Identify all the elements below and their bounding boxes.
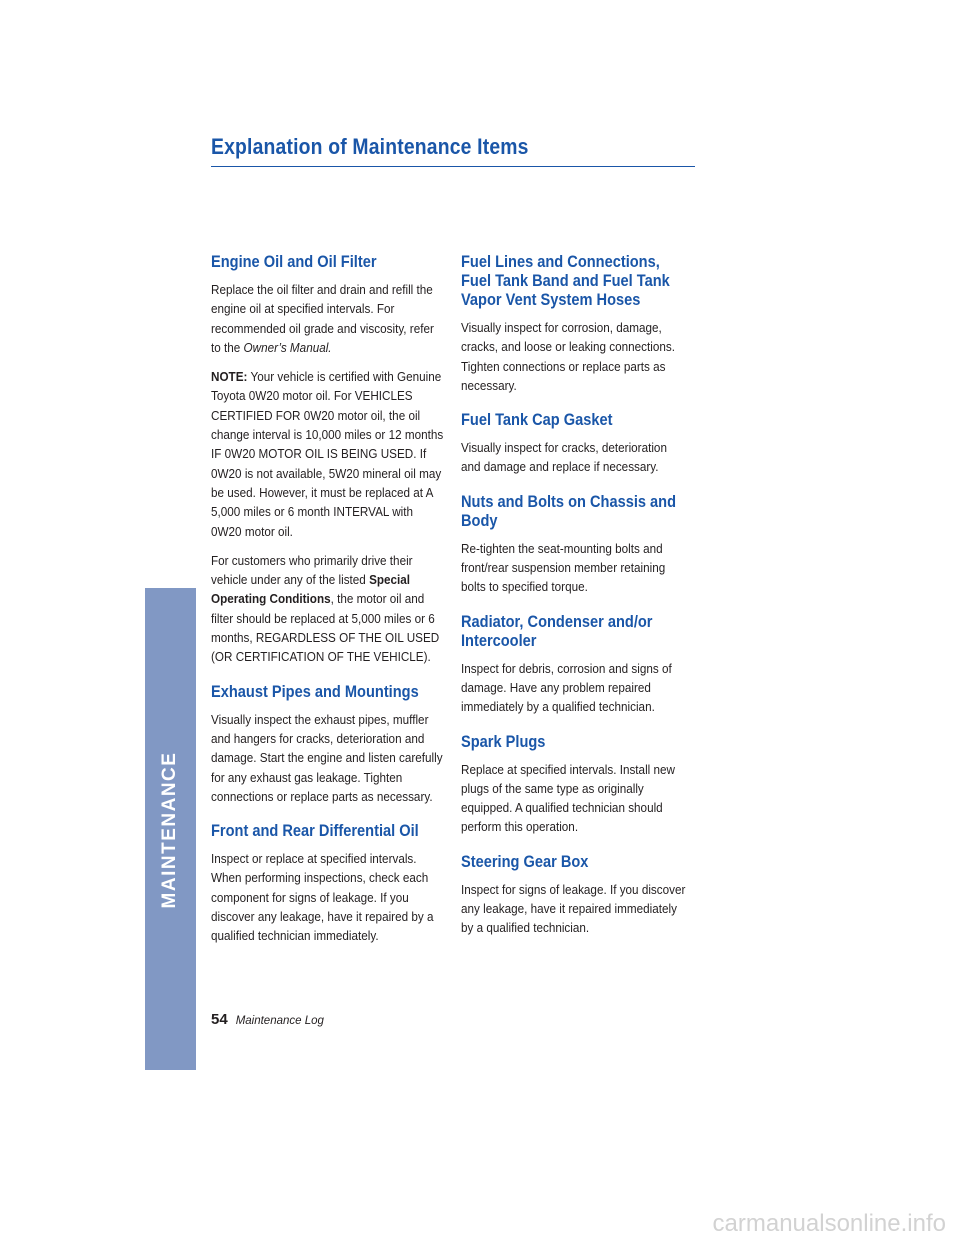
section-fuel-cap: [461, 410, 686, 477]
side-tab-label: MAINTENANCE: [159, 751, 180, 909]
section-heading-steering: Steering Gear Box: [461, 851, 589, 871]
section-heading-fuel-cap: Fuel Tank Cap Gasket: [461, 410, 613, 430]
differential-body: Inspect or replace at specified intervals. When performing inspections, check each component for signs of leakage. If you discover any leakage, have it repaired by a qualified technician immediately.: [211, 851, 434, 944]
section-radiator: [461, 612, 686, 717]
section-heading-fuel-lines: Fuel Lines and Connections, Fuel Tank Band and Fuel Tank Vapor Vent System Hoses: [461, 252, 670, 309]
owners-manual-reference: Owner’s Manual.: [243, 339, 332, 355]
section-heading-differential: Front and Rear Differential Oil: [211, 821, 419, 841]
nuts-bolts-body: Re-tighten the seat-mounting bolts and front/rear suspension member retaining bolts to specified torque.: [461, 540, 666, 595]
section-heading-nuts-bolts: Nuts and Bolts on Chassis and Body: [461, 491, 677, 530]
fuel-cap-body: Visually inspect for cracks, deterioration and damage and replace if necessary.: [461, 440, 667, 475]
engine-oil-text: Replace the oil filter and drain and refill the engine oil at specified intervals. For recommended oil grade and viscosity, refer to the: [211, 282, 434, 355]
note-text: Your vehicle is certified with Genuine Toyota 0W20 motor oil. For VEHICLES CERTIFIED FOR 0W20 motor oil, the oil change interval is 10,000 miles or 12 months IF 0W20 MOTOR OIL IS BEING USED. If 0W20 is not available, 5W20 mineral oil may be used. However, it must be replaced at A 5,000 miles or 6 month INTERVAL with 0W20 motor oil.: [211, 369, 444, 539]
radiator-body: Inspect for debris, corrosion and signs of damage. Have any problem repaired immediately by a qualified technician.: [461, 660, 672, 715]
special-conditions-text-after: , the motor oil and filter should be replaced at 5,000 miles or 6 months, REGARDLESS OF THE OIL USED (OR CERTIFICATION OF THE VEHICLE).: [211, 591, 440, 665]
section-heading-radiator: Radiator, Condenser and/or Intercooler: [461, 611, 653, 650]
steering-body: Inspect for signs of leakage. If you discover any leakage, have it repaired immediately by a qualified technician.: [461, 881, 686, 936]
right-column: [461, 252, 693, 953]
section-exhaust: [211, 682, 443, 806]
section-nuts-bolts: [461, 492, 686, 597]
note-label: NOTE:: [211, 369, 248, 385]
special-conditions-term: Special Operating Conditions: [211, 572, 411, 607]
page-number: 54: [211, 1011, 228, 1028]
title-divider: [211, 166, 695, 167]
special-conditions-text-before: For customers who primarily drive their vehicle under any of the listed: [211, 552, 413, 588]
section-fuel-lines: [461, 252, 686, 395]
spark-plugs-body: Replace at specified intervals. Install new plugs of the same type as originally equipped. A qualified technician should perform this operation.: [461, 761, 675, 835]
section-heading-exhaust: Exhaust Pipes and Mountings: [211, 681, 419, 701]
engine-oil-paragraph: [211, 280, 443, 357]
footer-label: Maintenance Log: [235, 1015, 324, 1027]
page-footer: [211, 1011, 324, 1029]
page-title: Explanation of Maintenance Items: [211, 134, 529, 159]
section-heading-spark-plugs: Spark Plugs: [461, 731, 546, 751]
engine-oil-note: [211, 367, 443, 541]
watermark: carmanualsonline.info: [712, 1210, 946, 1237]
section-engine-oil: [211, 252, 443, 667]
section-heading-engine-oil: Engine Oil and Oil Filter: [211, 252, 377, 271]
section-steering: [461, 852, 686, 938]
fuel-lines-body: Visually inspect for corrosion, damage, cracks, and loose or leaking connections. Tighten connections or replace parts as necessary.: [461, 320, 676, 393]
exhaust-body: Visually inspect the exhaust pipes, muffler and hangers for cracks, deterioration and damage. Start the engine and listen carefully for any exhaust gas leakage. Tighten connections or replace parts as necessary.: [211, 711, 443, 804]
left-column: [211, 252, 443, 961]
special-conditions-paragraph: [211, 551, 443, 667]
section-spark-plugs: [461, 732, 686, 837]
section-differential: [211, 821, 443, 945]
